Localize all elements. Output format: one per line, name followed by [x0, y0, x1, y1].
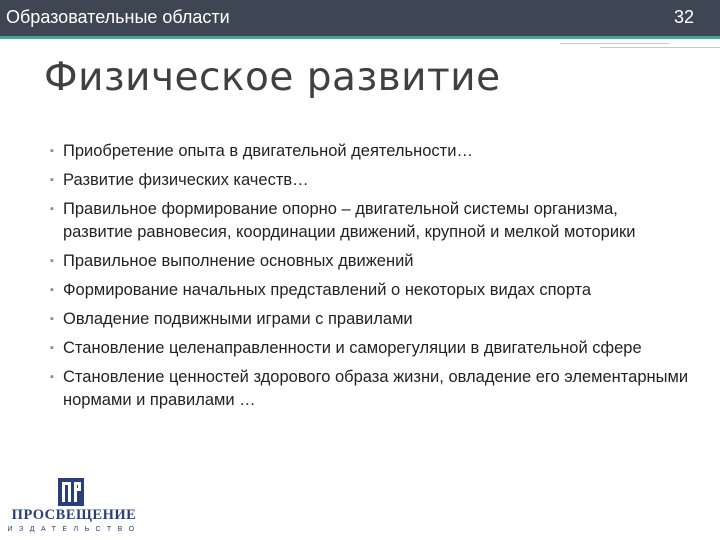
bullet-text: Формирование начальных представлений о некоторых видах спорта	[63, 281, 592, 299]
bullet-text: Овладение подвижными играми с правилами	[63, 310, 413, 328]
bullet-item	[50, 140, 690, 163]
bullet-item	[50, 308, 690, 331]
header-accent-line	[0, 36, 720, 39]
bullet-text: Становление ценностей здорового образа жизни, овладение его элементарными нормами и правилами …	[63, 368, 689, 409]
bullet-icon: ▪	[50, 203, 54, 215]
bullet-icon: ▪	[50, 284, 54, 296]
publisher-logo	[6, 478, 142, 536]
header-bar	[0, 0, 720, 36]
slide-number: 32	[673, 7, 694, 27]
section-title: Образовательные области	[6, 7, 230, 27]
slide-title: Физическое развитие	[44, 55, 501, 100]
bullet-list	[50, 140, 690, 418]
publisher-brand: ПРОСВЕЩЕНИЕ	[11, 507, 137, 523]
bullet-text: Развитие физических качеств…	[63, 171, 309, 189]
bullet-icon: ▪	[50, 145, 54, 157]
bullet-text: Правильное выполнение основных движений	[63, 252, 414, 270]
publisher-logo-icon	[58, 478, 84, 506]
decorative-line	[560, 43, 670, 44]
bullet-icon: ▪	[50, 174, 54, 186]
bullet-item	[50, 279, 690, 302]
bullet-text: Приобретение опыта в двигательной деятельности…	[63, 142, 473, 160]
bullet-icon: ▪	[50, 313, 54, 325]
decorative-line	[600, 47, 720, 48]
publisher-subtitle: ИЗДАТЕЛЬСТВО	[7, 526, 141, 533]
bullet-item	[50, 169, 690, 192]
bullet-item	[50, 250, 690, 273]
bullet-item	[50, 366, 690, 412]
bullet-icon: ▪	[50, 342, 54, 354]
bullet-text: Становление целенаправленности и саморегуляции в двигательной сфере	[63, 339, 642, 357]
bullet-item	[50, 337, 690, 360]
bullet-icon: ▪	[50, 371, 54, 383]
bullet-item	[50, 198, 690, 244]
bullet-icon: ▪	[50, 255, 54, 267]
bullet-text: Правильное формирование опорно – двигательной системы организма, развитие равновесия, координации движений, крупной и мелкой моторики	[63, 200, 636, 241]
